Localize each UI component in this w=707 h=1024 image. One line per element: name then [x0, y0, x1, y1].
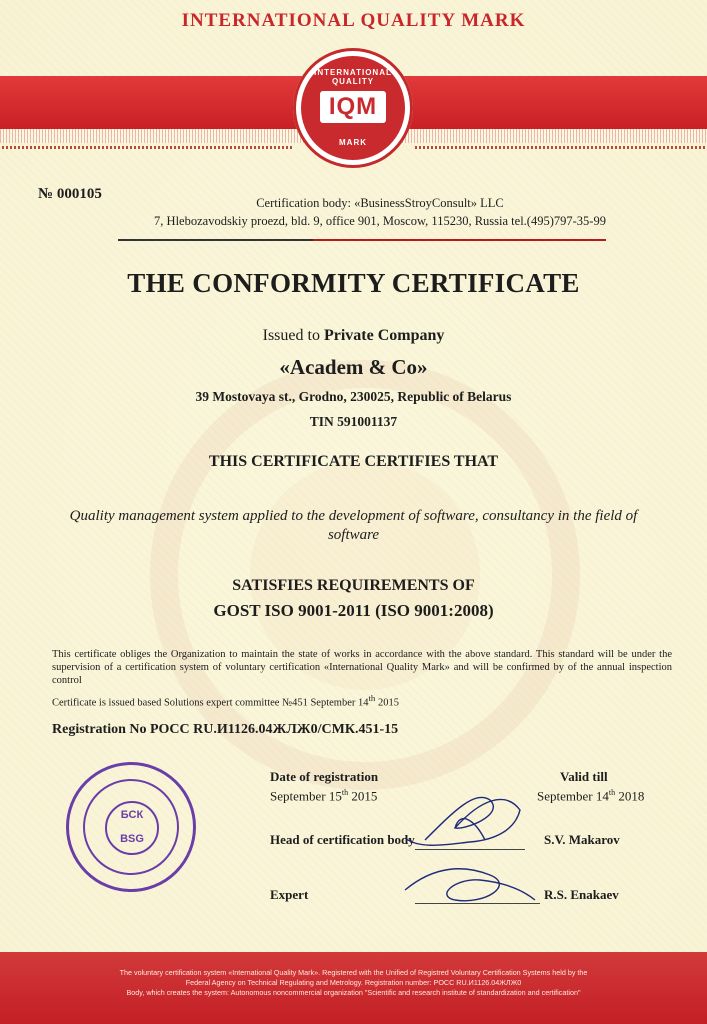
certification-body-address: 7, Hlebozavodskiy proezd, bld. 9, office 901, Moscow, 115230, Russia tel.(495)797-35-99: [154, 214, 606, 228]
stamp-text-top: БСК: [120, 809, 144, 821]
registration-date-value: [270, 788, 377, 804]
logo-abbr: IQM: [320, 91, 386, 123]
certificate-number: № 000105: [38, 186, 102, 202]
valid-till-value: [537, 788, 644, 804]
valid-till-label: Valid till: [560, 769, 608, 784]
handwritten-signatures: [395, 770, 545, 920]
footer-line-2: Federal Agency on Technical Regulating and Metrology. Registration number: POCC RU.И1126.04ЖЛЖ0: [185, 978, 522, 987]
registration-date-prefix: September 15: [270, 788, 342, 804]
footer-line-1: The voluntary certification system «International Quality Mark». Registered with the Unified of Registred Voluntary Certification Systems held by the: [119, 968, 588, 977]
divider-rule: [118, 239, 606, 241]
satisfies-heading: SATISFIES REQUIREMENTS OF: [232, 577, 475, 594]
valid-till-prefix: September 14: [537, 788, 609, 804]
registration-date-sup: th: [341, 788, 349, 797]
obligation-text: This certificate obliges the Organization to maintain the state of works in accordance with the above standard. This standard will be under the supervision of a certification system of voluntary certification «International Quality Mark» and will be confirmed by of the annual inspection control: [52, 649, 672, 686]
registration-date-label: Date of registration: [270, 769, 379, 784]
stamp-text-bottom: BSG: [120, 833, 144, 845]
basis-prefix: Certificate is issued based Solutions expert committee №451 September 14: [52, 697, 369, 709]
certification-scope: Quality management system applied to the development of software, consultancy in the field of software: [69, 508, 638, 543]
header-title: INTERNATIONAL QUALITY MARK: [181, 10, 526, 31]
certification-body-info: [100, 194, 660, 230]
certificate-title: THE CONFORMITY CERTIFICATE: [127, 268, 580, 298]
issued-to-line: [0, 327, 707, 345]
expert-label: Expert: [270, 887, 309, 902]
standard-name: GOST ISO 9001-2011 (ISO 9001:2008): [213, 601, 494, 620]
basis-suffix: 2015: [375, 697, 399, 709]
expert-name: R.S. Enakaev: [544, 887, 619, 902]
company-tin: TIN 591001137: [309, 414, 398, 429]
certifies-heading: THIS CERTIFICATE CERTIFIES THAT: [208, 453, 499, 470]
registration-number: Registration No POCC RU.И1126.04ЖЛЖ0/СМК.451-15: [52, 722, 399, 737]
basis-text: [52, 693, 399, 709]
footer-line-3: Body, which creates the system: Autonomous noncommercial organization "Scientific and research institute of standardization and certification": [126, 988, 581, 997]
registration-date-suffix: 2015: [348, 788, 378, 804]
footer-band: [0, 952, 707, 1024]
header-microtext-left: [2, 146, 292, 149]
stamp-core: [105, 801, 159, 855]
logo-ring-bottom-text: MARK: [339, 138, 367, 147]
valid-till-sup: th: [608, 788, 616, 797]
head-name: S.V. Makarov: [544, 832, 620, 847]
logo-ring-top-text: INTERNATIONAL QUALITY: [314, 68, 392, 86]
valid-till-suffix: 2018: [615, 788, 645, 804]
iqm-logo: [293, 48, 413, 168]
official-stamp: [66, 762, 196, 892]
issued-prefix: Issued to: [262, 327, 324, 344]
basis-sup: th: [368, 693, 376, 703]
certification-body-name: Certification body: «BusinessStroyConsult» LLC: [256, 196, 504, 210]
company-address: 39 Mostovaya st., Grodno, 230025, Republic of Belarus: [195, 389, 512, 404]
header-microtext-right: [415, 146, 705, 149]
company-name: «Academ & Co»: [279, 355, 428, 379]
issued-to: Private Company: [323, 327, 445, 344]
head-label: Head of certification body: [270, 832, 415, 847]
